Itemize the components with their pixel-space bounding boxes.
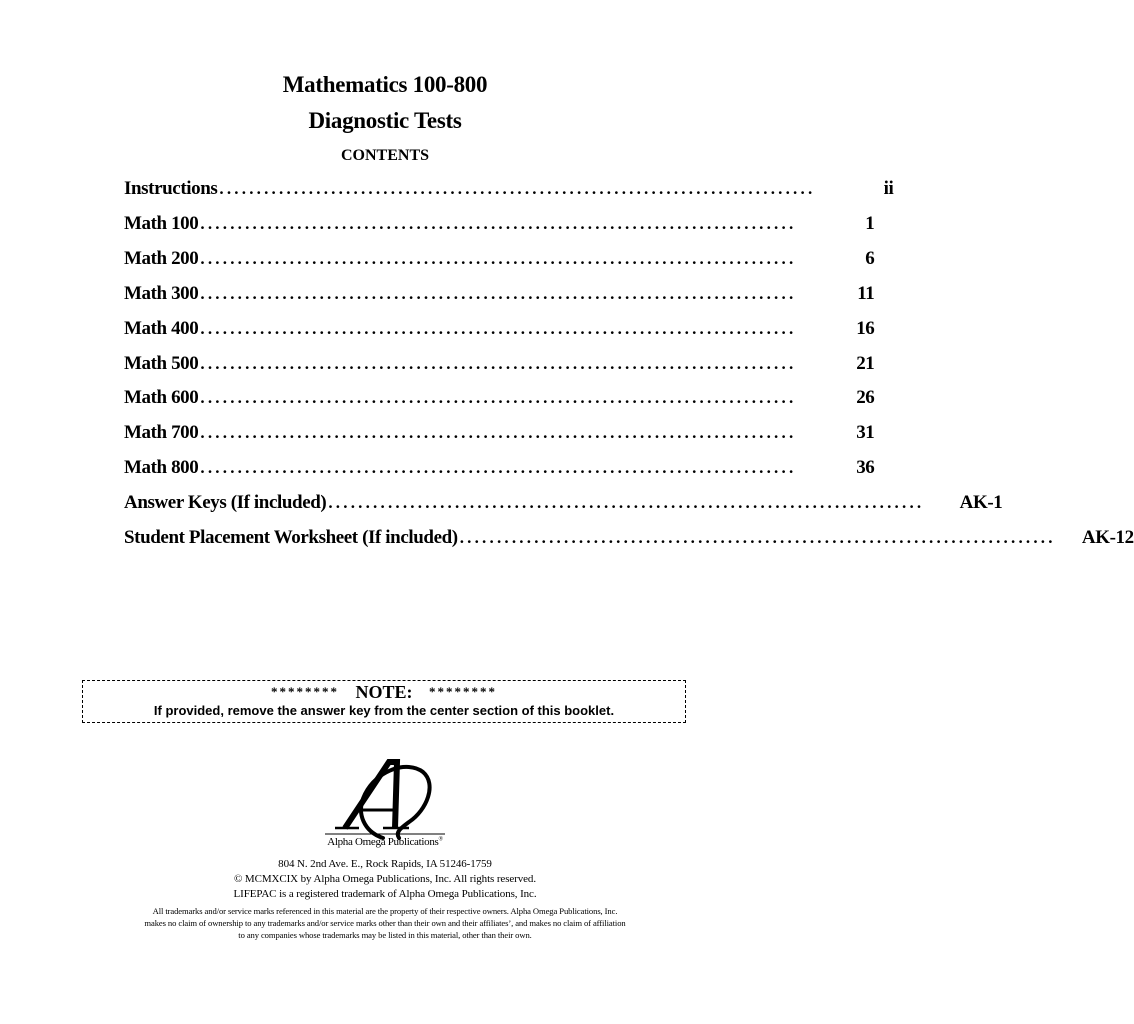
toc-entry	[124, 317, 875, 342]
fine-print-line: All trademarks and/or service marks referenced in this material are the property of their respective owners. Alpha Omega Publications, Inc.	[152, 906, 618, 916]
toc-leader-dots: ................................................................................	[200, 353, 797, 373]
toc-entry-label: Math 400	[124, 317, 199, 339]
toc-entry	[124, 492, 1003, 516]
toc-entry-page: AK-12	[1081, 527, 1134, 548]
toc-entry-page: ii	[883, 178, 894, 199]
copyright-line: © MCMXCIX by Alpha Omega Publications, Inc. All rights reserved.	[234, 873, 536, 885]
note-box	[82, 680, 686, 723]
fine-print-line: to any companies whose trademarks may be listed in this material, other than their own.	[238, 930, 532, 940]
toc-leader-dots: ................................................................................	[219, 179, 816, 198]
toc-leader-dots: ................................................................................	[200, 283, 797, 303]
toc-entry	[124, 282, 875, 307]
toc-leader-dots: ................................................................................	[200, 458, 797, 478]
toc-entry-page: 36	[856, 457, 875, 479]
toc-entry-label: Math 300	[124, 282, 199, 304]
toc-leader-dots: ................................................................................	[459, 528, 1056, 547]
toc-entry-page: AK-1	[959, 492, 1003, 514]
toc-leader-dots: ................................................................................	[200, 318, 797, 338]
fine-print-line: makes no claim of ownership to any trademarks and/or service marks other than their own and their affiliates’, and makes no claim of affiliation	[144, 918, 626, 928]
toc-entry-page: 21	[856, 352, 875, 374]
toc-entry-label: Instructions	[124, 178, 218, 199]
publisher-logo-name: Alpha Omega Publications®	[327, 836, 443, 848]
toc-entry	[124, 457, 875, 481]
toc-leader-dots: ................................................................................	[200, 213, 797, 233]
toc-entry	[124, 387, 875, 411]
toc-entry-page: 11	[857, 282, 875, 304]
toc-entry	[124, 247, 875, 272]
page-title: Mathematics 100-800	[282, 72, 488, 97]
contents-heading: CONTENTS	[340, 147, 430, 164]
note-text: If provided, remove the answer key from the center section of this booklet.	[153, 703, 615, 718]
toc-entry-label: Math 800	[124, 457, 199, 479]
toc-entry-label: Math 500	[124, 352, 199, 374]
toc-entry-label: Math 700	[124, 422, 199, 444]
toc-entry	[124, 352, 875, 377]
toc-entry	[124, 422, 875, 446]
toc-entry-label: Math 600	[124, 387, 199, 409]
publisher-address: 804 N. 2nd Ave. E., Rock Rapids, IA 51246-1759	[278, 858, 492, 870]
toc-entry	[124, 527, 1134, 551]
toc-entry-label: Math 200	[124, 247, 199, 269]
toc-entry-page: 16	[856, 317, 875, 339]
toc-entry-page: 1	[865, 212, 875, 234]
note-stars-right: ********	[429, 684, 497, 699]
toc-leader-dots: ................................................................................	[200, 248, 797, 268]
toc-entry-label: Answer Keys (If included)	[124, 492, 327, 514]
page-subtitle: Diagnostic Tests	[308, 108, 462, 133]
toc-leader-dots: ................................................................................	[328, 493, 925, 513]
toc-entry-label: Student Placement Worksheet (If included)	[124, 527, 458, 548]
toc-leader-dots: ................................................................................	[200, 423, 797, 443]
toc-entry-page: 31	[856, 422, 875, 444]
toc-entry-label: Math 100	[124, 212, 199, 234]
toc-entry	[124, 212, 875, 237]
toc-leader-dots: ................................................................................	[200, 388, 797, 408]
toc-entry	[124, 178, 894, 202]
trademark-line: LIFEPAC is a registered trademark of Alpha Omega Publications, Inc.	[233, 888, 537, 900]
toc-entry-page: 26	[856, 387, 875, 409]
note-stars-left: ********	[270, 684, 339, 699]
note-heading	[83, 682, 685, 703]
toc-entry-page: 6	[865, 247, 875, 269]
note-label: NOTE:	[355, 682, 413, 702]
